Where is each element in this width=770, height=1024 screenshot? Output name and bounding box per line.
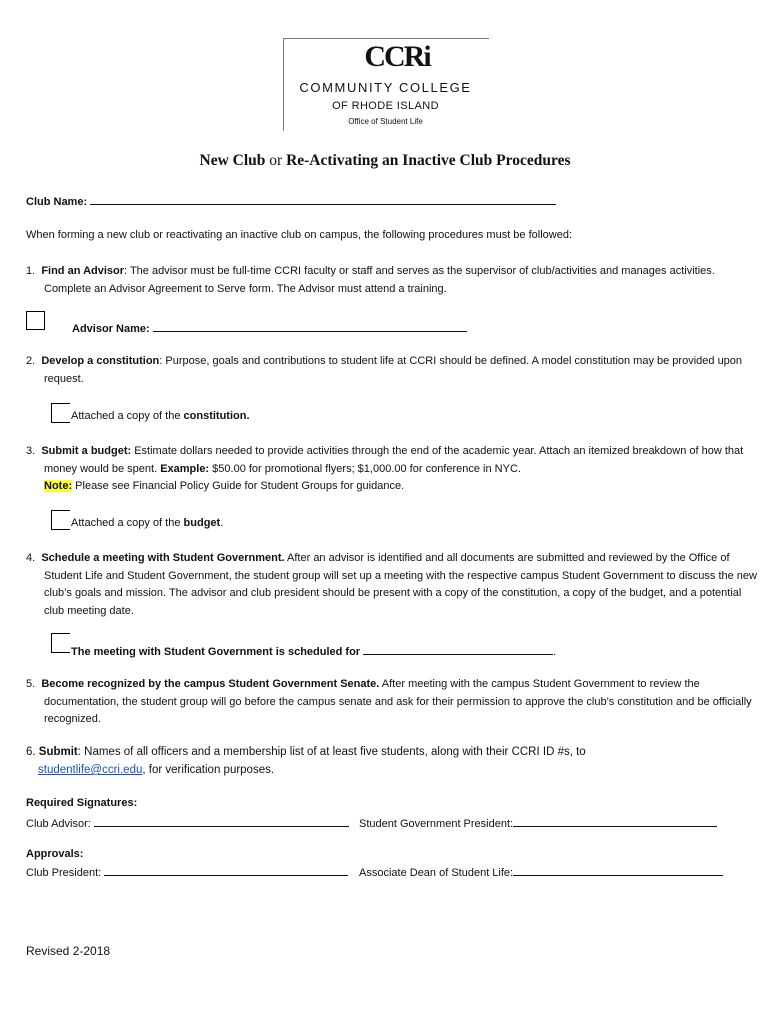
approvals-heading-text: Approvals: — [26, 848, 84, 860]
meeting-date-field[interactable] — [363, 643, 553, 655]
club-name-label: Club Name: — [26, 196, 88, 208]
club-advisor-label: Club Advisor: — [26, 818, 91, 830]
meeting-check-row — [71, 643, 556, 658]
meeting-check-label: The meeting with Student Government is scheduled for — [71, 646, 361, 658]
title-connector: or — [265, 152, 287, 169]
club-advisor-row — [26, 815, 349, 830]
note-text: Please see Financial Policy Guide for Student Groups for guidance. — [72, 480, 405, 492]
example-text: $50.00 for promotional flyers; $1,000.00 for conference in NYC. — [209, 462, 521, 475]
step-5-body: After meeting with the campus Student Government to review the documentation, the student group will go before the campus senate and ask for their permission to approve the club’s constitution and be officially recognized. — [44, 678, 752, 725]
advisor-checkbox[interactable] — [26, 311, 45, 330]
sg-president-row — [359, 815, 717, 830]
budget-check-bold: budget — [183, 517, 221, 529]
budget-check-period: . — [220, 517, 224, 529]
club-president-signature-field[interactable] — [104, 864, 348, 876]
advisor-name-field[interactable] — [153, 320, 467, 332]
approvals-heading — [26, 848, 83, 860]
club-president-label: Club President: — [26, 867, 102, 879]
sg-president-signature-field[interactable] — [513, 815, 717, 827]
step-6-number: 6. — [26, 746, 36, 758]
note-label: Note: — [44, 480, 73, 492]
step-6 — [26, 743, 741, 779]
step-4-body: After an advisor is identified and all documents are submitted and reviewed by the Office of Student Life and Student Government, the student group will set up a meeting with the respective campus Student Government to discuss the new club’s goals and mission. The advisor and club president should be present with a copy of the constitution, a copy of the budget, and a potential club meeting date. — [44, 552, 757, 617]
budget-checkbox[interactable] — [51, 510, 70, 530]
step-6-body: : Names of all officers and a membership list of at least five students, along with their CCRI ID #s, to — [77, 746, 586, 758]
step-3-number: 3. — [26, 445, 36, 457]
budget-check-text: Attached a copy of the — [71, 517, 184, 529]
step-6-tail: , for verification purposes. — [142, 764, 275, 776]
student-life-email-link[interactable]: studentlife@ccri.edu — [38, 764, 143, 776]
step-1-body: : The advisor must be full-time CCRI faculty or staff and serves as the supervisor of club/activities and manages activities. Complete an Advisor Agreement to Serve form. The Advisor must attend a training. — [44, 265, 715, 295]
ccri-logo-mark: CCRi — [364, 40, 430, 73]
step-3-heading: Submit a budget: — [41, 445, 132, 457]
step-3 — [26, 443, 759, 496]
intro-text: When forming a new club or reactivating an inactive club on campus, the following procedures must be followed: — [26, 229, 573, 241]
page-title — [0, 152, 770, 170]
club-advisor-signature-field[interactable] — [94, 815, 349, 827]
sg-president-label: Student Government President: — [359, 818, 514, 830]
advisor-name-row — [72, 320, 467, 335]
college-state: OF RHODE ISLAND — [332, 100, 439, 112]
club-name-row — [26, 193, 556, 208]
step-4-number: 4. — [26, 552, 36, 564]
title-part2: Re-Activating an Inactive Club Procedures — [286, 152, 571, 169]
revision-date: Revised 2-2018 — [26, 944, 111, 958]
step-5 — [26, 676, 759, 729]
constitution-checkbox[interactable] — [51, 403, 70, 423]
assoc-dean-signature-field[interactable] — [513, 864, 723, 876]
step-1 — [26, 263, 759, 298]
signatures-heading — [26, 797, 137, 809]
step-4 — [26, 550, 759, 620]
constitution-check-row — [71, 410, 250, 422]
budget-check-row — [71, 517, 223, 529]
constitution-check-bold: constitution. — [183, 410, 250, 422]
step-2-number: 2. — [26, 355, 36, 367]
meeting-checkbox[interactable] — [51, 633, 70, 653]
club-president-row — [26, 864, 348, 879]
step-4-heading: Schedule a meeting with Student Government. — [41, 552, 285, 564]
assoc-dean-row — [359, 864, 723, 879]
college-name: COMMUNITY COLLEGE — [299, 80, 472, 95]
office-name: Office of Student Life — [348, 117, 423, 126]
club-name-field[interactable] — [90, 193, 556, 205]
advisor-name-label: Advisor Name: — [72, 323, 150, 335]
example-label: Example: — [160, 462, 210, 475]
step-2 — [26, 353, 759, 388]
step-5-number: 5. — [26, 678, 36, 690]
step-1-number: 1. — [26, 265, 36, 277]
step-1-heading: Find an Advisor — [41, 265, 125, 277]
signatures-heading-text: Required Signatures: — [26, 797, 138, 809]
assoc-dean-label: Associate Dean of Student Life: — [359, 867, 514, 879]
constitution-check-text: Attached a copy of the — [71, 410, 184, 422]
title-part1: New Club — [199, 152, 266, 169]
step-2-heading: Develop a constitution — [41, 355, 160, 367]
step-3-body: Estimate dollars needed to provide activities through the end of the academic year. Attach an itemized breakdown of how that money would be spent. — [44, 445, 744, 475]
meeting-check-period: . — [553, 646, 557, 658]
step-6-heading: Submit — [35, 746, 78, 758]
step-5-heading: Become recognized by the campus Student Government Senate. — [41, 678, 380, 690]
step-2-body: : Purpose, goals and contributions to student life at CCRI should be defined. A model constitution may be provided upon request. — [44, 355, 743, 385]
